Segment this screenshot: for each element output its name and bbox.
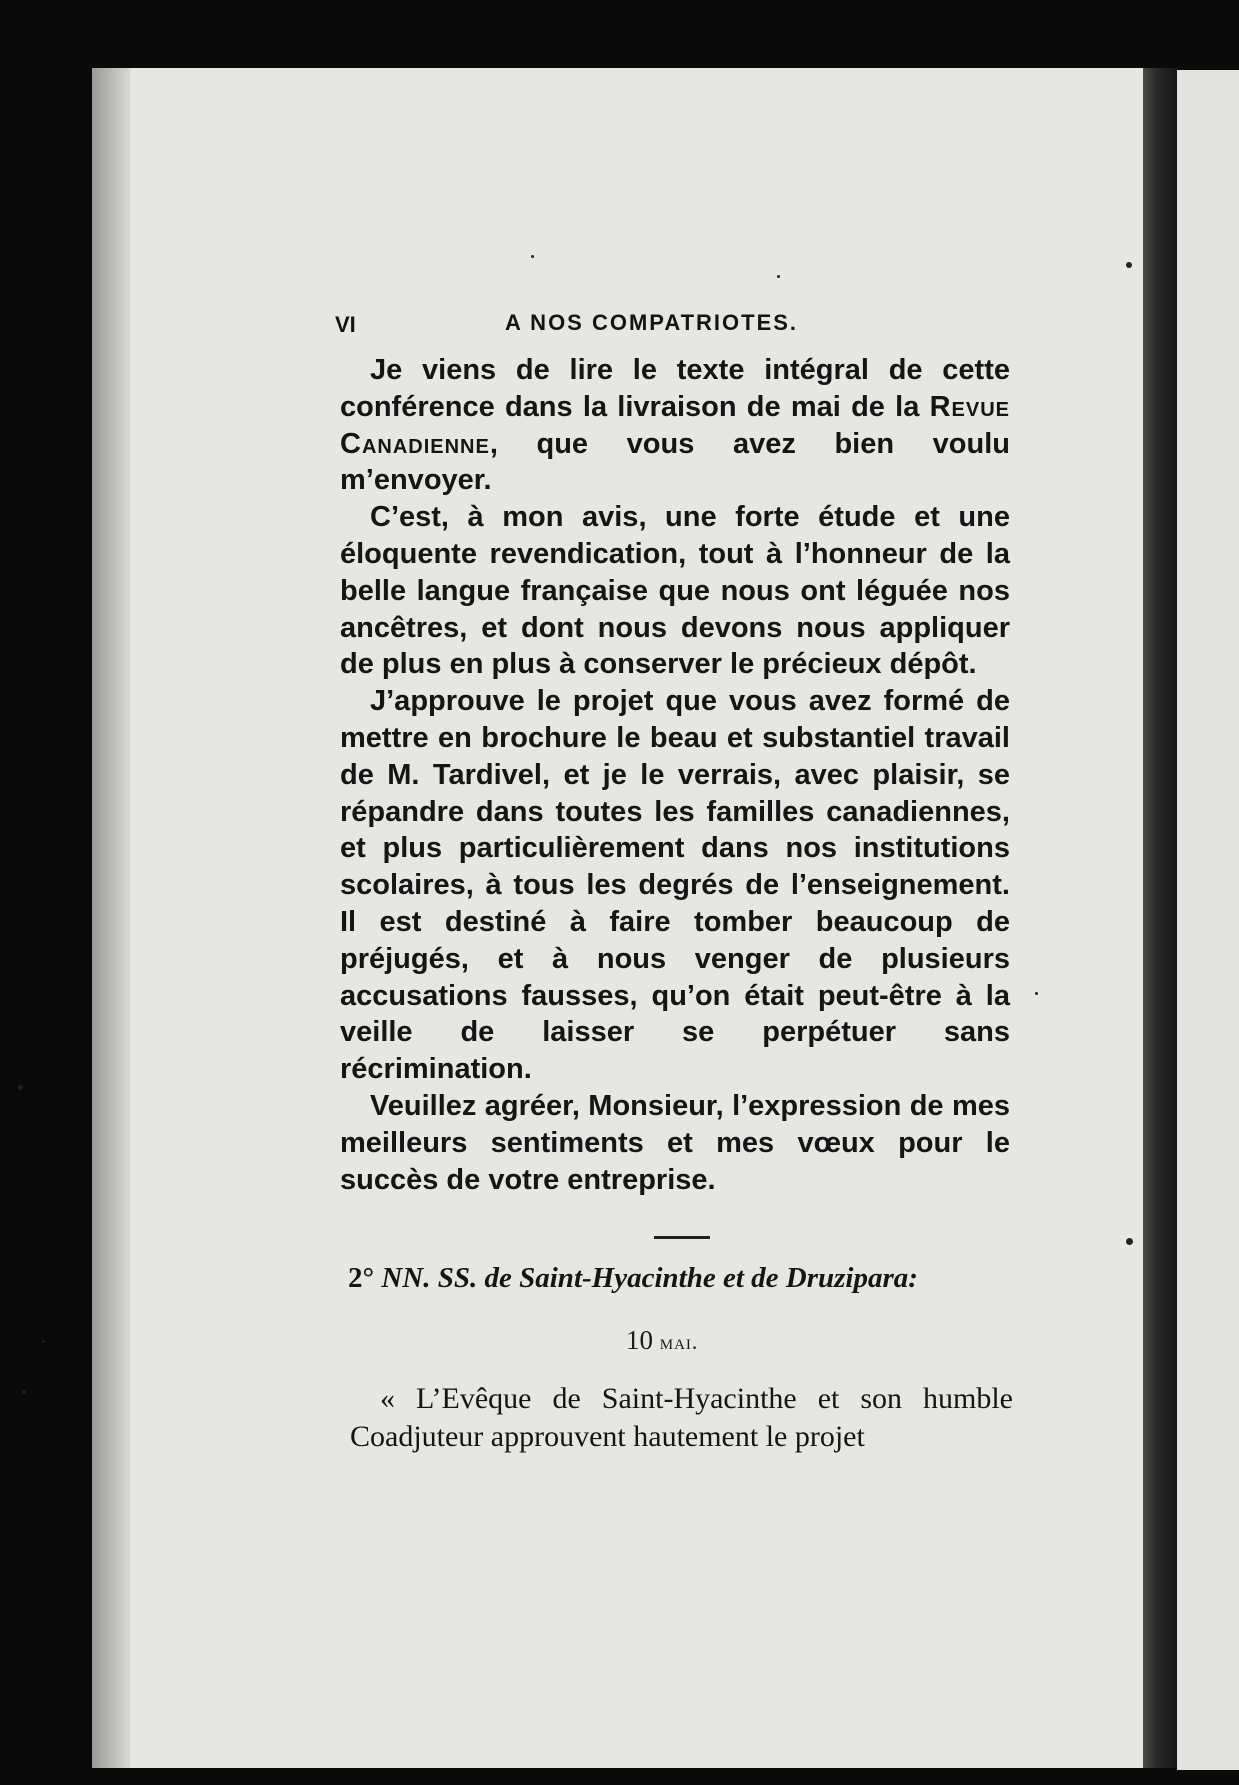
letter-paragraph-2: C’est, à mon avis, une forte étude et une éloquente revendication, tout à l’honneur de la belle langue française que nous ont léguée nos ancêtres, et dont nous devons nous appliquer de plus en plus à conserver le précieux dépôt. — [340, 501, 1010, 681]
scan-speck — [42, 1340, 45, 1343]
date-day: 10 — [626, 1325, 653, 1355]
date-month: mai. — [659, 1329, 699, 1354]
section-heading — [348, 1262, 1013, 1295]
facing-page-edge — [1177, 70, 1239, 1770]
scan-speck — [1126, 262, 1132, 268]
scan-speck — [531, 255, 534, 258]
section-divider — [654, 1236, 710, 1239]
paragraph-text: , que vous avez bien voulu m’envoyer. — [340, 427, 1010, 497]
scan-speck — [1035, 992, 1038, 995]
letter-paragraph-1 — [340, 352, 1010, 499]
scan-speck — [1126, 1238, 1133, 1245]
scan-speck — [18, 1085, 23, 1090]
book-binding — [1143, 68, 1177, 1768]
journal-title: Revue Canadienne — [340, 390, 1010, 460]
quote-body — [350, 1380, 1013, 1456]
page-number: VI — [335, 312, 356, 337]
scan-speck — [777, 275, 780, 278]
letter-body — [340, 352, 1010, 1198]
letter-paragraph-3: J’approuve le projet que vous avez formé de mettre en brochure le beau et substantiel travail de M. Tardivel, et je le verrais, avec plaisir, se répandre dans toutes les familles canadiennes, et plus particulièrement dans nos institutions scolaires, à tous les degrés de l’enseignement. Il est destiné à faire tomber beaucoup de préjugés, et à nous venger de plusieurs accusations fausses, qu’on était peut-être à la veille de laisser se perpétuer sans récrimination. — [340, 685, 1010, 1086]
page-gutter-shadow — [92, 68, 130, 1768]
quote-paragraph: « L’Evêque de Saint-Hyacinthe et son humble Coadjuteur approuvent hautement le projet — [350, 1382, 1013, 1453]
running-header — [335, 308, 1005, 348]
scan-speck — [22, 1390, 26, 1394]
letter-paragraph-4: Veuillez agréer, Monsieur, l’expression de mes meilleurs sentiments et mes vœux pour le succès de votre entreprise. — [340, 1089, 1010, 1196]
paragraph-text: Je viens de lire le texte intégral de cette conférence dans la livraison de mai de la — [340, 354, 1010, 423]
letter-date — [626, 1325, 698, 1356]
running-title: A NOS COMPATRIOTES. — [505, 310, 799, 335]
section-title: NN. SS. de Saint-Hyacinthe et de Druzipara: — [381, 1262, 918, 1294]
section-number: 2° — [348, 1262, 375, 1294]
